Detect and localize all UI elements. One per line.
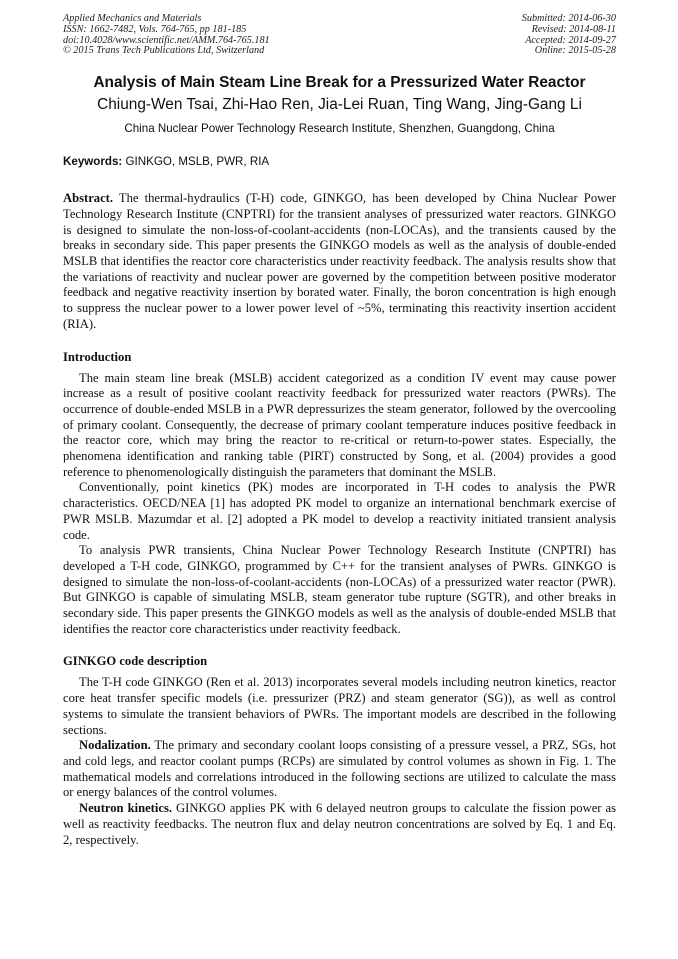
nodalization-paragraph bbox=[63, 738, 616, 801]
neutron-kinetics-label: Neutron kinetics. bbox=[79, 801, 173, 816]
journal-info bbox=[63, 14, 270, 57]
keywords bbox=[63, 155, 616, 168]
date-revised: Revised: 2014-08-11 bbox=[531, 23, 616, 35]
date-info bbox=[522, 14, 616, 57]
journal-copyright: © 2015 Trans Tech Publications Ltd, Switzerland bbox=[63, 45, 265, 57]
journal-name: Applied Mechanics and Materials bbox=[63, 13, 202, 24]
neutron-kinetics-text: GINKGO applies PK with 6 delayed neutron groups to calculate the fission power as well as reactivity feedbacks. The neutron flux and delay neutron concentrations are solved by Eq. 1 and Eq. 2, respectively. bbox=[63, 801, 616, 847]
neutron-kinetics-paragraph bbox=[63, 801, 616, 848]
date-accepted: Accepted: 2014-09-27 bbox=[525, 34, 616, 46]
keywords-label: Keywords: bbox=[63, 155, 123, 169]
abstract-text: The thermal-hydraulics (T-H) code, GINKGO, has been developed by China Nuclear Power Technology Research Institute (CNPTRI) for the transient analyses of pressurized water reactors. GINKGO is designed to simulate the non-loss-of-coolant-accidents (non-LOCAs), and the transients caused by the breaks in secondary side. This paper presents the GINKGO models as well as the analysis of double-ended MSLB that identifies the reactor core characteristics under reactivity feedback. The analysis results show that the variations of reactivity and nuclear power are governed by the competition between positive moderator feedback and negative reactivity insertion by borated water. Finally, the boron concentration is high enough to suppress the nuclear power to a lower power level of ~5%, terminating this reactivity insertion accident (RIA). bbox=[63, 191, 616, 331]
paper-page bbox=[63, 14, 616, 848]
keywords-text: GINKGO, MSLB, PWR, RIA bbox=[122, 155, 270, 169]
code-description-paragraph: The T-H code GINKGO (Ren et al. 2013) incorporates several models including neutron kinetics, reactor core heat transfer specific models (i.e. pressurizer (PRZ) and steam generator (SG)), as well as control systems to simulate the transient behaviors of PWRs. The important models are described in the following sections. bbox=[63, 675, 616, 737]
introduction-heading: Introduction bbox=[63, 349, 132, 364]
paper-title: Analysis of Main Steam Line Break for a Pressurized Water Reactor bbox=[93, 74, 586, 92]
nodalization-text: The primary and secondary coolant loops consisting of a pressure vessel, a PRZ, SGs, hot and cold legs, and reactor coolant pumps (RCPs) are simulated by control volumes as shown in Fig. 1. The mathematical models and correlations introduced in the following sections are utilized to calculate the mass or energy balances of the control volumes. bbox=[63, 738, 616, 800]
date-online: Online: 2015-05-28 bbox=[534, 45, 616, 57]
journal-doi: doi:10.4028/www.scientific.net/AMM.764-765.181 bbox=[63, 34, 270, 46]
abstract-label: Abstract. bbox=[63, 191, 114, 206]
paper-affiliation: China Nuclear Power Technology Research Institute, Shenzhen, Guangdong, China bbox=[124, 122, 555, 136]
intro-paragraph-2: Conventionally, point kinetics (PK) modes are incorporated in T-H codes to analysis the PWR characteristics. OECD/NEA [1] has adopted PK model to organize an international benchmark exercise of PWR MSLB. Mazumdar et al. [2] adopted a PK model to develop a reactivity initiated transient analysis code. bbox=[63, 480, 616, 542]
journal-header bbox=[63, 14, 616, 57]
paper-authors: Chiung-Wen Tsai, Zhi-Hao Ren, Jia-Lei Ruan, Ting Wang, Jing-Gang Li bbox=[97, 96, 582, 114]
abstract bbox=[63, 191, 616, 332]
nodalization-label: Nodalization. bbox=[79, 738, 151, 753]
date-submitted: Submitted: 2014-06-30 bbox=[521, 13, 616, 24]
journal-issn: ISSN: 1662-7482, Vols. 764-765, pp 181-185 bbox=[63, 23, 247, 35]
intro-paragraph-3: To analysis PWR transients, China Nuclear Power Technology Research Institute (CNPTRI) has developed a T-H code, GINKGO, programmed by C++ for the transient analyses of PWRs. GINKGO is designed to simulate the non-loss-of-coolant-accidents (non-LOCAs) of a pressurized water reactor (PWR). But GINKGO is capable of simulating MSLB, steam generator tube rupture (SGTR), and other breaks in secondary side. This paper presents the GINKGO models as well as the analysis of double-ended MSLB that identifies the reactor core characteristics under reactivity feedback. bbox=[63, 543, 616, 636]
code-description-heading: GINKGO code description bbox=[63, 654, 208, 669]
intro-paragraph-1: The main steam line break (MSLB) accident categorized as a condition IV event may cause power increase as a result of positive coolant reactivity feedback for pressurized water reactors (PWRs). The occurrence of double-ended MSLB in a PWR depressurizes the steam generator, followed by the overcooling of primary coolant. Consequently, the decrease of primary coolant temperature induces positive feedback in the reactor core, which may bring the reactor to re-critical or return-to-power states. Especially, the phenomena identification and ranking table (PIRT) constructed by Song, et al. (2004) provides a good reference to phenomenologically distinguish the parameters that dominant the MSLB. bbox=[63, 370, 616, 479]
